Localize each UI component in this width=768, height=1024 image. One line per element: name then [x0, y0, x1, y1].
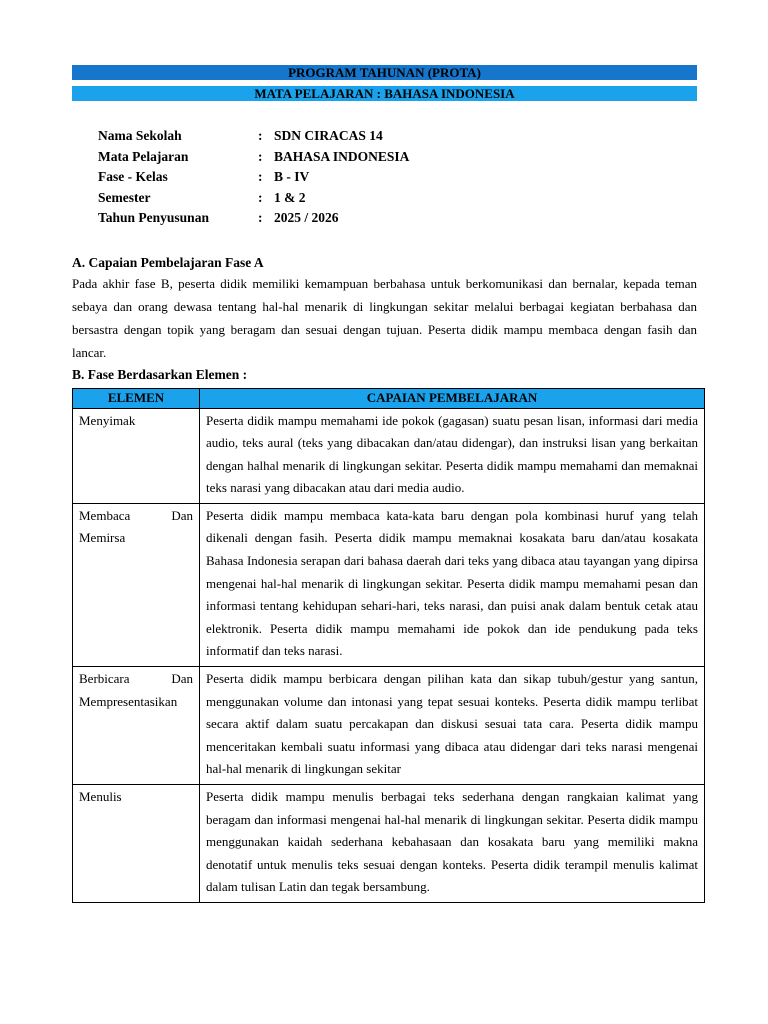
elemen-name-line: Mempresentasikan — [79, 693, 178, 709]
info-colon: : — [258, 148, 263, 164]
elemen-word: Dan — [171, 671, 193, 687]
section-a-heading: A. Capaian Pembelajaran Fase A — [72, 254, 264, 270]
info-label: Semester — [98, 189, 151, 205]
info-row-subject — [98, 147, 697, 168]
elemen-name: Menulis — [79, 789, 122, 804]
info-row-phase — [98, 167, 697, 188]
info-value: SDN CIRACAS 14 — [274, 128, 383, 143]
section-a-text: Pada akhir fase B, peserta didik memiliki kemampuan berbahasa untuk berkomunikasi dan bernalar, kepada teman sebaya dan orang dewasa tentang hal-hal menarik di lingkungan sekitar melalui berbagai kegiatan berbahasa dan bersastra dengan topik yang beragam dan sesuai dengan tujuan. Peserta didik mampu membaca dengan fasih dan lancar. — [72, 275, 697, 360]
capaian-cell: Peserta didik mampu membaca kata-kata baru dengan pola kombinasi huruf yang telah dikenali dengan fasih. Peserta didik mampu memaknai kosakata baru dan/atau kosakata Bahasa Indonesia serapan dari bahasa daerah dari teks yang dibaca atau tayangan yang dipirsa mengenai hal-hal menarik di lingkungan sekitar. Peserta didik mampu memahami pesan dan informasi tentang kehidupan sehari-hari, teks narasi, dan puisi anak dalam bentuk cetak atau elektronik. Peserta didik mampu memahami ide pokok dan ide pendukung pada teks informatif dan teks narasi. — [200, 503, 705, 666]
info-value: BAHASA INDONESIA — [274, 148, 410, 164]
info-label: Tahun Penyusunan — [98, 210, 209, 225]
info-label: Nama Sekolah — [98, 128, 182, 143]
column-header-elemen: ELEMEN — [73, 388, 200, 408]
table-header-row — [73, 388, 705, 408]
elemen-name-line — [79, 505, 193, 528]
info-value: 2025 / 2026 — [274, 210, 339, 225]
capaian-cell: Peserta didik mampu berbicara dengan pilihan kata dan sikap tubuh/gestur yang santun, menggunakan volume dan intonasi yang tepat sesuai konteks. Peserta didik mampu terlibat secara aktif dalam suatu percakapan dan diskusi sesuai tata cara. Peserta didik mampu menceritakan kembali suatu informasi yang dibaca atau didengar dari teks narasi mengenai hal-hal menarik di lingkungan sekitar — [200, 667, 705, 785]
info-label: Mata Pelajaran — [98, 148, 189, 164]
info-colon: : — [258, 128, 263, 143]
elemen-cell — [73, 667, 200, 785]
elemen-word: Membaca — [79, 507, 131, 523]
school-info — [98, 126, 697, 229]
elemen-name-line — [79, 668, 193, 691]
info-label: Fase - Kelas — [98, 169, 168, 184]
info-colon: : — [258, 189, 263, 205]
section-b-heading: B. Fase Berdasarkan Elemen : — [72, 366, 248, 382]
elemen-cell — [73, 408, 200, 503]
capaian-cell: Peserta didik mampu menulis berbagai teks sederhana dengan rangkaian kalimat yang beragam dan informasi mengenai hal-hal menarik di lingkungan sekitar. Peserta didik mampu menggunakan kaidah sederhana kebahasaan dan kosakata baru yang memiliki makna denotatif untuk menulis teks sesuai dengan konteks. Peserta didik terampil menulis kalimat dalam tulisan Latin dan tegak bersambung. — [200, 785, 705, 903]
elemen-word: Berbicara — [79, 671, 130, 687]
elemen-name: Menyimak — [79, 412, 136, 428]
info-colon: : — [258, 210, 263, 225]
info-row-semester — [98, 188, 697, 209]
document-subtitle: MATA PELAJARAN : BAHASA INDONESIA — [72, 86, 697, 101]
table-row — [73, 408, 705, 503]
elemen-word: Dan — [171, 507, 193, 523]
elemen-cell — [73, 503, 200, 666]
elemen-cell — [73, 785, 200, 903]
table-row — [73, 667, 705, 785]
capaian-cell: Peserta didik mampu memahami ide pokok (gagasan) suatu pesan lisan, informasi dari media audio, teks aural (teks yang dibacakan dan/atau didengar), dan instruksi lisan yang berkaitan dengan halhal menarik di lingkungan sekitar. Peserta didik mampu memahami dan memaknai teks narasi yang dibacakan atau dari media audio. — [200, 408, 705, 503]
document-page — [72, 65, 697, 903]
info-colon: : — [258, 169, 263, 184]
info-value: B - IV — [274, 169, 310, 184]
document-title: PROGRAM TAHUNAN (PROTA) — [72, 65, 697, 80]
table-row — [73, 503, 705, 666]
info-row-year — [98, 208, 697, 229]
table-row — [73, 785, 705, 903]
column-header-capaian: CAPAIAN PEMBELAJARAN — [200, 388, 705, 408]
elemen-name-line: Memirsa — [79, 530, 126, 546]
info-row-school — [98, 126, 697, 147]
elemen-table — [72, 388, 705, 903]
info-value: 1 & 2 — [274, 189, 306, 205]
